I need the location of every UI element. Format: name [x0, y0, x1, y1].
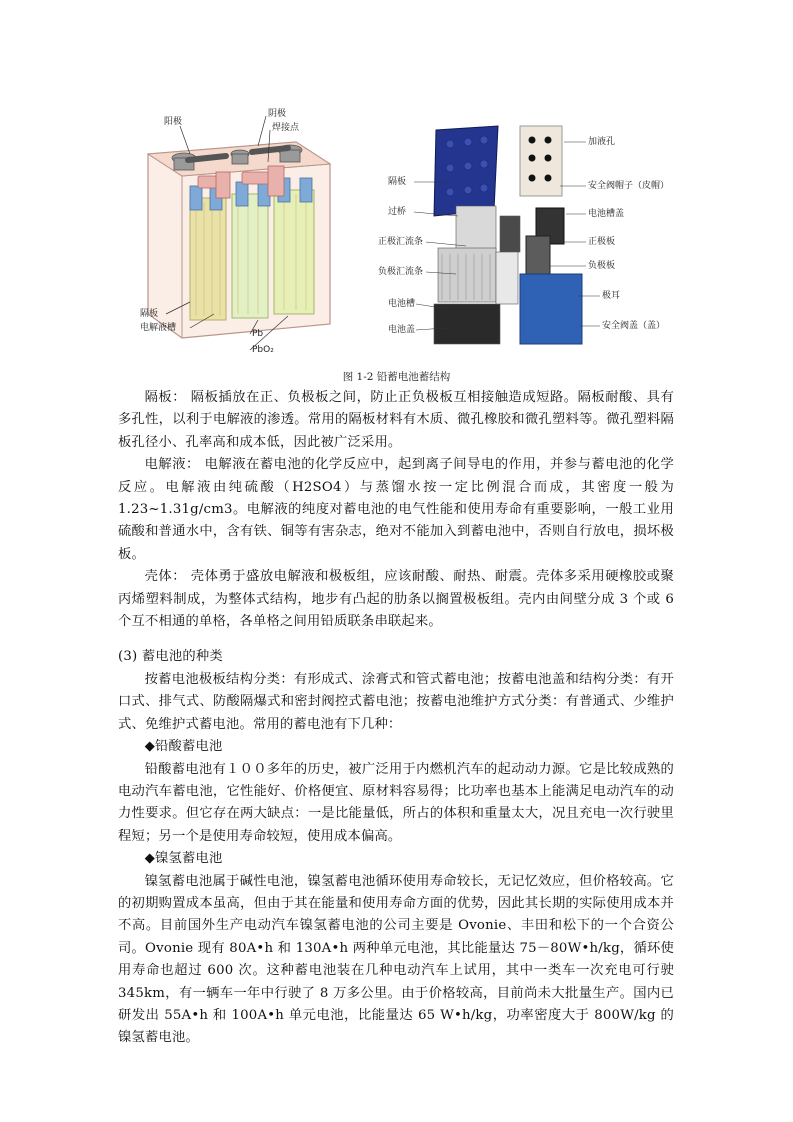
label-positive-plate: 正极板	[588, 237, 616, 247]
label-filler-hole: 加液孔	[588, 137, 616, 147]
label-partition: 隔板	[388, 177, 407, 187]
body-text	[118, 387, 674, 1050]
label-safety-valve: 安全阀盖（盖）	[602, 321, 666, 331]
label-electrolyte-tank: 电解液槽	[140, 323, 177, 333]
label-cathode: 阴极	[268, 109, 287, 119]
label-pbo2: PbO₂	[252, 345, 274, 355]
item-body-lead-acid: 铅酸蓄电池有１００多年的历史，被广泛用于内燃机汽车的起动动力源。它是比较成熟的电动汽车蓄电池，它性能好、价格便宜、原材料容易得；比功率也基本上能满足电动汽车的动力性要求。但它存在两大缺点：一是比能量低，所占的体积和重量太大，况且充电一次行驶里程短；另一个是使用寿命较短，使用成本偏高。	[118, 761, 674, 844]
battery-cutaway-illustration	[118, 102, 358, 360]
paragraph-casing: 壳体： 壳体勇于盛放电解液和极板组，应该耐酸、耐热、耐震。壳体多采用硬橡胶或聚丙烯塑料制成，为整体式结构，地步有凸起的肋条以搁置极板组。壳内由间壁分成 3 个或 6 个互不相通的单格，各单格之间用铅质联条串联起来。	[118, 569, 674, 630]
label-tank: 电池槽	[388, 299, 416, 309]
label-positive-bus: 正极汇流条	[378, 237, 424, 247]
item-title-nimh: ◆镍氢蓄电池	[144, 851, 223, 867]
label-separator: 隔板	[140, 309, 159, 319]
section-heading: (3) 蓄电池的种类	[118, 649, 223, 665]
label-negative-plate: 负极板	[588, 261, 616, 271]
label-bridge: 过桥	[388, 207, 407, 217]
label-negative-bus: 负极汇流条	[378, 267, 424, 277]
section-intro: 按蓄电池极板结构分类：有形成式、涂膏式和管式蓄电池；按蓄电池盖和结构分类：有开口式、排气式、防酸隔爆式和密封阀控式蓄电池；按蓄电池维护方式分类：有普通式、少维护式、免维护式蓄电池。常用的蓄电池有下几种：	[118, 671, 674, 732]
label-weld-point: 焊接点	[272, 123, 300, 133]
figure-caption: 图 1-2 铅蓄电池蓄结构	[342, 371, 451, 383]
paragraph-separator: 隔板： 隔板插放在正、负极板之间，防止正负极板互相接触造成短路。隔板耐酸、具有多孔性，以利于电解液的渗透。常用的隔板材料有木质、微孔橡胶和微孔塑料等。微孔塑料隔板孔径小、孔率高和成本低，因此被广泛采用。	[118, 390, 674, 450]
label-lug: 极耳	[602, 291, 621, 301]
item-body-nimh: 镍氢蓄电池属于碱性电池，镍氢蓄电池循环使用寿命较长，无记忆效应，但价格较高。它的初期购置成本虽高，但由于其在能量和使用寿命方面的优势，因此其长期的实际使用成本并不高。目前国外生产电动汽车镍氢蓄电池的公司主要是 Ovonie、丰田和松下的一个合资公司。Ovonie 现有 80A•h 和 130A•h 两种单元电池，其比能量达 75－80W•h/kg，循环使用寿命也超过 600 次。这种蓄电池装在几种电动汽车上试用，其中一类车一次充电可行驶 345km，有一辆车一年中行驶了 8 万多公里。由于价格较高，目前尚未大批量生产。国内已研发出 55A•h 和 100A•h 单元电池，比能量达 65 W•h/kg，功率密度大于 800W/kg 的镍氢蓄电池。	[118, 873, 674, 1046]
item-title-lead-acid: ◆铅酸蓄电池	[144, 739, 223, 755]
battery-figure	[118, 102, 678, 364]
label-cover: 电池盖	[388, 325, 416, 335]
label-anode: 阳极	[164, 117, 183, 127]
battery-exploded-view	[378, 124, 678, 349]
label-tank-cover: 电池槽盖	[588, 209, 625, 219]
label-pb: Pb	[252, 329, 264, 339]
paragraph-electrolyte: 电解液： 电解液在蓄电池的化学反应中，起到离子间导电的作用，并参与蓄电池的化学反应。电解液由纯硫酸（H2SO4）与蒸馏水按一定比例混合而成，其密度一般为1.23~1.31g/cm3。电解液的纯度对蓄电池的电气性能和使用寿命有重要影响，一般工业用硫酸和普通水中，含有铁、铜等有害杂志，绝对不能加入到蓄电池中，否则自行放电，损坏极板。	[118, 457, 674, 562]
label-safety-cap: 安全阀帽子（皮帽）	[588, 181, 670, 191]
